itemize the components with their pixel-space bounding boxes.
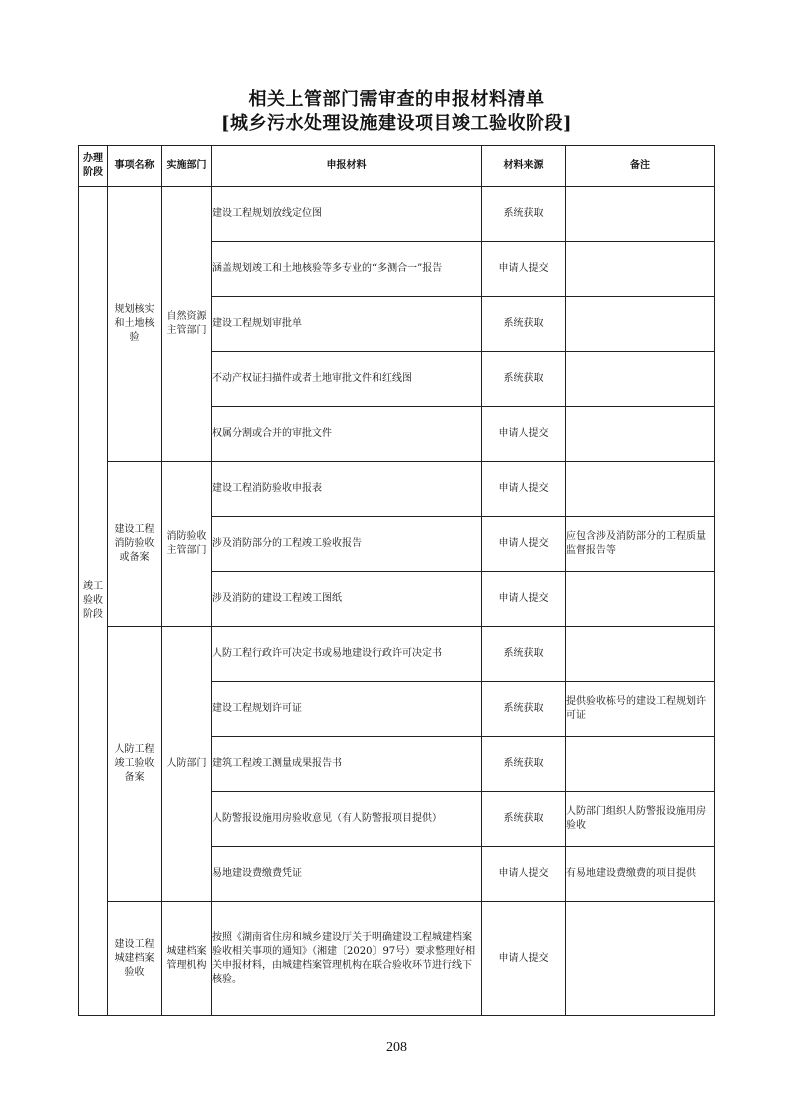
source-cell: 申请人提交: [482, 462, 566, 517]
note-cell: [566, 297, 715, 352]
header-note: 备注: [566, 146, 715, 187]
dept-cell: [162, 187, 212, 462]
header-item: 事项名称: [108, 146, 162, 187]
source-cell: 申请人提交: [482, 517, 566, 572]
note-cell: [566, 902, 715, 1016]
page-number: 208: [386, 1040, 407, 1055]
dept-cell: [162, 462, 212, 627]
material-cell: 按照《湖南省住房和城乡建设厅关于明确建设工程城建档案验收相关事项的通知》（湘建〔2020〕97号）要求整理好相关申报材料，由城建档案管理机构在联合验收环节进行线下核验。: [212, 902, 482, 1016]
source-cell: 系统获取: [482, 352, 566, 407]
item-label: 规划核实 和土地核 验: [114, 304, 155, 343]
source-cell: 系统获取: [482, 627, 566, 682]
stage-label: 竣工 验收 阶段: [83, 581, 103, 620]
material-cell: 建设工程规划许可证: [212, 682, 482, 737]
table-row: [79, 187, 715, 242]
dept-cell: [162, 627, 212, 902]
source-cell: 申请人提交: [482, 572, 566, 627]
material-cell: 建筑工程竣工测量成果报告书: [212, 737, 482, 792]
dept-label: 自然资源 主管部门: [166, 311, 207, 336]
material-cell: 涉及消防的建设工程竣工图纸: [212, 572, 482, 627]
note-cell: 人防部门组织人防警报设施用房验收: [566, 792, 715, 847]
material-cell: 易地建设费缴费凭证: [212, 847, 482, 902]
source-cell: 系统获取: [482, 682, 566, 737]
stage-cell: [79, 187, 108, 1016]
document-subtitle: [城乡污水处理设施建设项目竣工验收阶段]: [220, 113, 573, 134]
material-cell: 人防警报设施用房验收意见（有人防警报项目提供）: [212, 792, 482, 847]
materials-table: [78, 145, 715, 1016]
note-cell: [566, 352, 715, 407]
item-label: 人防工程 竣工验收 备案: [114, 744, 155, 783]
source-cell: 系统获取: [482, 297, 566, 352]
material-cell: 权属分割或合并的审批文件: [212, 407, 482, 462]
dept-cell: [162, 902, 212, 1016]
item-cell: [108, 627, 162, 902]
item-cell: [108, 187, 162, 462]
note-cell: 应包含涉及消防部分的工程质量监督报告等: [566, 517, 715, 572]
item-label: 建设工程 城建档案 验收: [114, 938, 155, 978]
header-source: 材料来源: [482, 146, 566, 187]
item-cell: [108, 462, 162, 627]
item-cell: [108, 902, 162, 1016]
dept-label: 消防验收 主管部门: [166, 531, 207, 556]
material-cell: 涵盖规划竣工和土地核验等多专业的“多测合一”报告: [212, 242, 482, 297]
source-cell: 申请人提交: [482, 242, 566, 297]
note-cell: [566, 462, 715, 517]
note-cell: [566, 572, 715, 627]
material-cell: 建设工程规划放线定位图: [212, 187, 482, 242]
source-cell: 申请人提交: [482, 902, 566, 1016]
note-cell: [566, 187, 715, 242]
material-cell: 建设工程消防验收申报表: [212, 462, 482, 517]
header-dept: 实施部门: [162, 146, 212, 187]
material-cell: 涉及消防部分的工程竣工验收报告: [212, 517, 482, 572]
note-cell: [566, 737, 715, 792]
note-cell: [566, 242, 715, 297]
source-cell: 系统获取: [482, 187, 566, 242]
header-stage: [79, 146, 108, 187]
note-cell: [566, 407, 715, 462]
dept-label: 人防部门: [166, 758, 207, 769]
table-header-row: [79, 146, 715, 187]
material-cell: 人防工程行政许可决定书或易地建设行政许可决定书: [212, 627, 482, 682]
header-stage-label: 办理 阶段: [83, 153, 103, 178]
source-cell: 系统获取: [482, 792, 566, 847]
material-cell: 不动产权证扫描件或者土地审批文件和红线图: [212, 352, 482, 407]
document-title: 相关上管部门需审查的申报材料清单: [248, 89, 545, 110]
note-cell: 有易地建设费缴费的项目提供: [566, 847, 715, 902]
source-cell: 系统获取: [482, 737, 566, 792]
header-material: 申报材料: [212, 146, 482, 187]
source-cell: 申请人提交: [482, 847, 566, 902]
table-row: [79, 627, 715, 682]
table-row: [79, 462, 715, 517]
note-cell: [566, 627, 715, 682]
table-row: [79, 902, 715, 1016]
material-cell: 建设工程规划审批单: [212, 297, 482, 352]
dept-label: 城建档案 管理机构: [166, 945, 207, 971]
note-cell: 提供验收栋号的建设工程规划许可证: [566, 682, 715, 737]
source-cell: 申请人提交: [482, 407, 566, 462]
item-label: 建设工程 消防验收 或备案: [114, 524, 155, 563]
